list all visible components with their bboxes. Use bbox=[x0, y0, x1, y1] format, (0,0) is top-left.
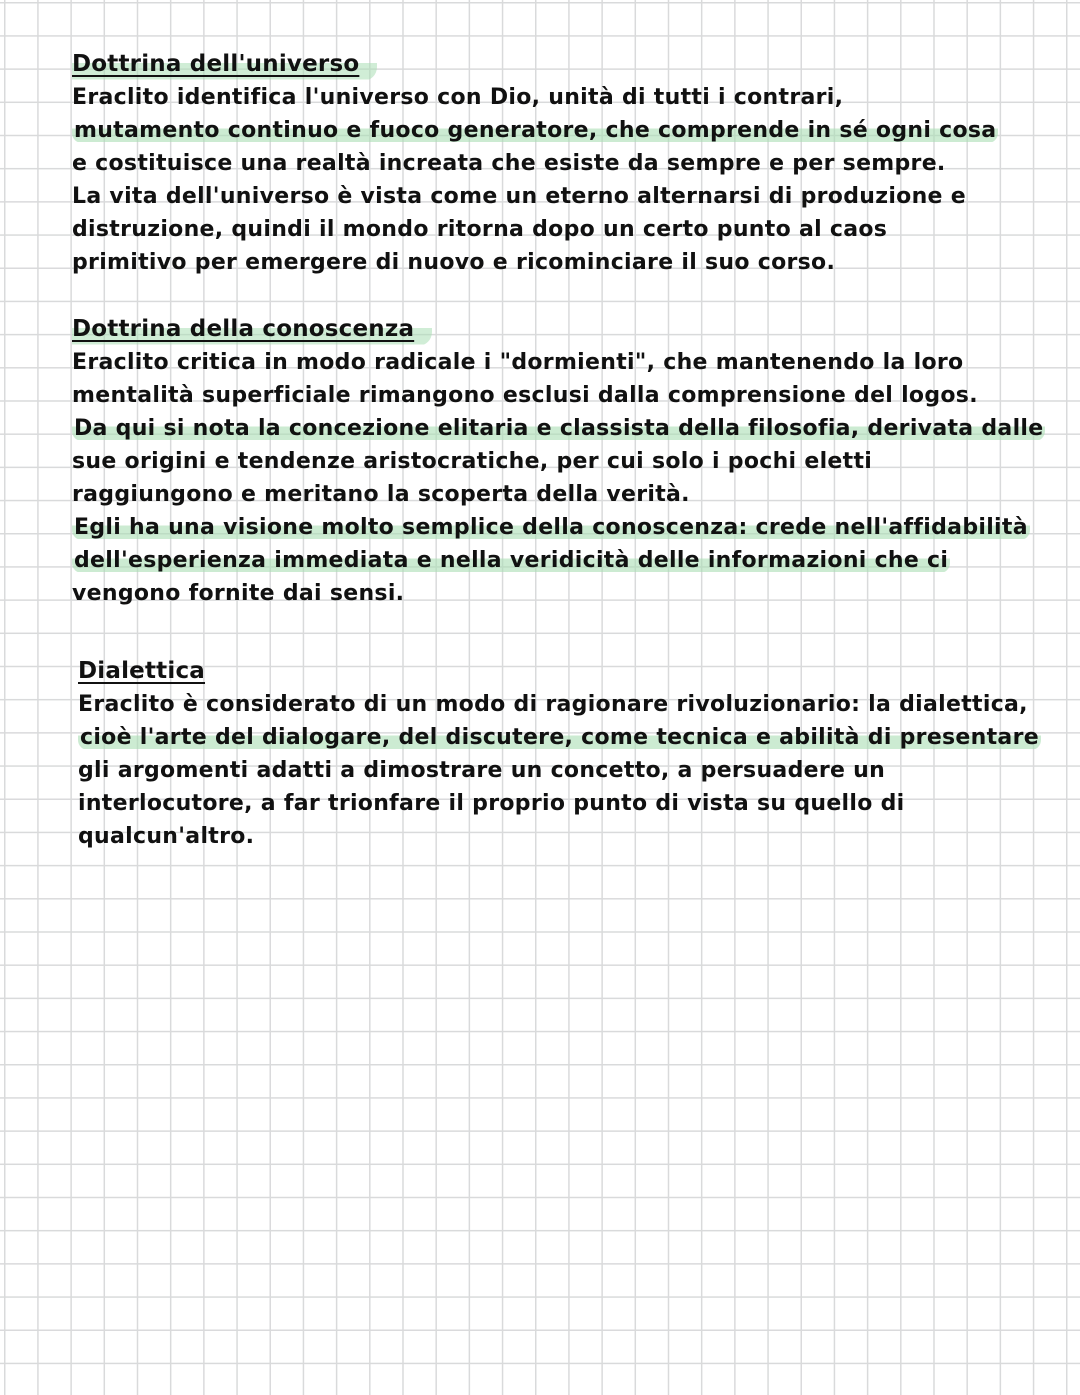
text-line: interlocutore, a far trionfare il proprio punto di vista su quello di bbox=[78, 791, 905, 816]
section-heading: Dottrina della conoscenza bbox=[72, 313, 432, 346]
text-line: Eraclito identifica l'universo con Dio, unità di tutti i contrari, bbox=[72, 85, 844, 110]
text-line: primitivo per emergere di nuovo e ricominciare il suo corso. bbox=[72, 250, 836, 275]
text-line: sue origini e tendenze aristocratiche, per cui solo i pochi eletti bbox=[72, 449, 873, 474]
section-universo bbox=[72, 48, 1042, 279]
text-line: Eraclito critica in modo radicale i "dormienti", che mantenendo la loro bbox=[72, 350, 964, 375]
text-line: cioè l'arte del dialogare, del discutere, come tecnica e abilità di presentare bbox=[80, 725, 1039, 750]
text-line: La vita dell'universo è vista come un eterno alternarsi di produzione e bbox=[72, 184, 966, 209]
text-line: mentalità superficiale rimangono esclusi dalla comprensione del logos. bbox=[72, 383, 978, 408]
text-line: raggiungono e meritano la scoperta della verità. bbox=[72, 482, 690, 507]
section-heading: Dialettica bbox=[78, 658, 206, 684]
section-heading: Dottrina dell'universo bbox=[72, 48, 377, 81]
text-line: vengono fornite dai sensi. bbox=[72, 581, 405, 606]
text-line: mutamento continuo e fuoco generatore, che comprende in sé ogni cosa bbox=[74, 118, 997, 143]
text-line: qualcun'altro. bbox=[78, 824, 255, 849]
section-conoscenza bbox=[72, 313, 1042, 610]
text-line: distruzione, quindi il mondo ritorna dopo un certo punto al caos bbox=[72, 217, 888, 242]
text-line: gli argomenti adatti a dimostrare un concetto, a persuadere un bbox=[78, 758, 886, 783]
text-line: Egli ha una visione molto semplice della conoscenza: crede nell'affidabilità bbox=[74, 515, 1028, 540]
text-line: e costituisce una realtà increata che esiste da sempre e per sempre. bbox=[72, 151, 946, 176]
text-line: dell'esperienza immediata e nella veridicità delle informazioni che ci bbox=[74, 548, 949, 573]
section-dialettica bbox=[78, 655, 1048, 853]
text-line: Da qui si nota la concezione elitaria e classista della filosofia, derivata dalle bbox=[74, 416, 1044, 441]
text-line: Eraclito è considerato di un modo di ragionare rivoluzionario: la dialettica, bbox=[78, 692, 1028, 717]
